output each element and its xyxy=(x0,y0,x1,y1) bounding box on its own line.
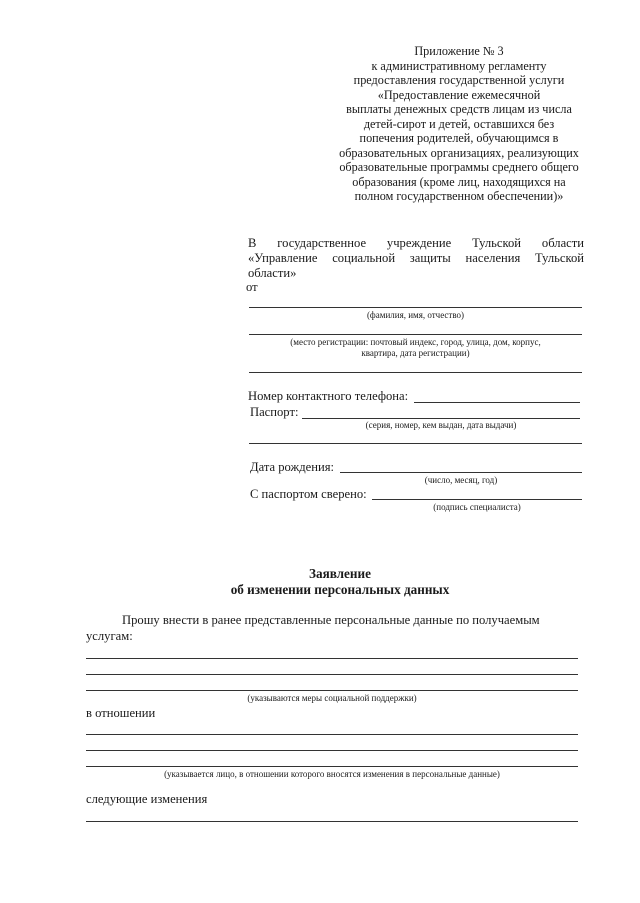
address-field[interactable] xyxy=(249,334,582,335)
birth-date-hint: (число, месяц, год) xyxy=(424,475,498,485)
changes-label: следующие изменения xyxy=(86,792,208,806)
appendix-line: «Предоставление ежемесячной xyxy=(377,87,541,102)
appendix-line: образовательных организациях, реализующих xyxy=(339,145,579,160)
address-hint-line1: (место регистрации: почтовый индекс, город, улица, дом, корпус, xyxy=(290,337,541,347)
phone-label: Номер контактного телефона: xyxy=(248,389,409,403)
passport-hint: (серия, номер, кем выдан, дата выдачи) xyxy=(365,420,517,430)
appendix-line: полном государственном обеспечении)» xyxy=(354,189,564,203)
appendix-line: попечения родителей, обучающимся в xyxy=(359,131,559,145)
appendix-header xyxy=(330,44,588,204)
address-hint-line2: квартира, дата регистрации) xyxy=(361,348,470,358)
appendix-line: Приложение № 3 xyxy=(414,44,504,58)
services-hint: (указываются меры социальной поддержки) xyxy=(247,693,417,703)
appendix-line: предоставления государственной услуги xyxy=(353,73,565,87)
passport-verified-label: С паспортом сверено: xyxy=(250,487,367,501)
request-text-line1: Прошу внести в ранее представленные персональные данные по получаемым xyxy=(122,613,540,627)
specialist-signature-field[interactable] xyxy=(372,499,582,500)
passport-label: Паспорт: xyxy=(250,405,299,419)
person-hint: (указывается лицо, в отношении которого вносятся изменения в персональные данные) xyxy=(164,769,500,779)
request-text-line2: услугам: xyxy=(86,629,133,643)
person-field-3[interactable] xyxy=(86,766,578,767)
from-label: от xyxy=(246,280,258,294)
appendix-line: детей-сирот и детей, оставшихся без xyxy=(363,116,555,131)
appendix-line: к административному регламенту xyxy=(371,58,547,73)
document-subtitle: об изменении персональных данных xyxy=(230,582,450,597)
appendix-line: образовательные программы среднего общего xyxy=(339,160,579,174)
fio-field[interactable] xyxy=(249,307,582,308)
services-field-2[interactable] xyxy=(86,674,578,675)
address-field-extra[interactable] xyxy=(249,372,582,373)
birth-date-field[interactable] xyxy=(340,472,582,473)
passport-field-extra[interactable] xyxy=(249,443,582,444)
passport-field[interactable] xyxy=(302,418,580,419)
addressee-text: В государственное учреждение Тульской области «Управление социальной защиты населения Тульской области» xyxy=(248,236,584,280)
document-title: Заявление xyxy=(309,566,371,581)
regarding-label: в отношении xyxy=(86,706,156,720)
services-field-1[interactable] xyxy=(86,658,578,659)
person-field-2[interactable] xyxy=(86,750,578,751)
changes-field[interactable] xyxy=(86,821,578,822)
signature-hint: (подпись специалиста) xyxy=(433,502,521,512)
services-field-3[interactable] xyxy=(86,690,578,691)
birth-date-label: Дата рождения: xyxy=(250,460,334,474)
phone-field[interactable] xyxy=(414,402,580,403)
person-field-1[interactable] xyxy=(86,734,578,735)
appendix-line: выплаты денежных средств лицам из числа xyxy=(346,102,572,116)
appendix-line: образования (кроме лиц, находящихся на xyxy=(352,174,566,189)
fio-hint: (фамилия, имя, отчество) xyxy=(366,310,465,320)
